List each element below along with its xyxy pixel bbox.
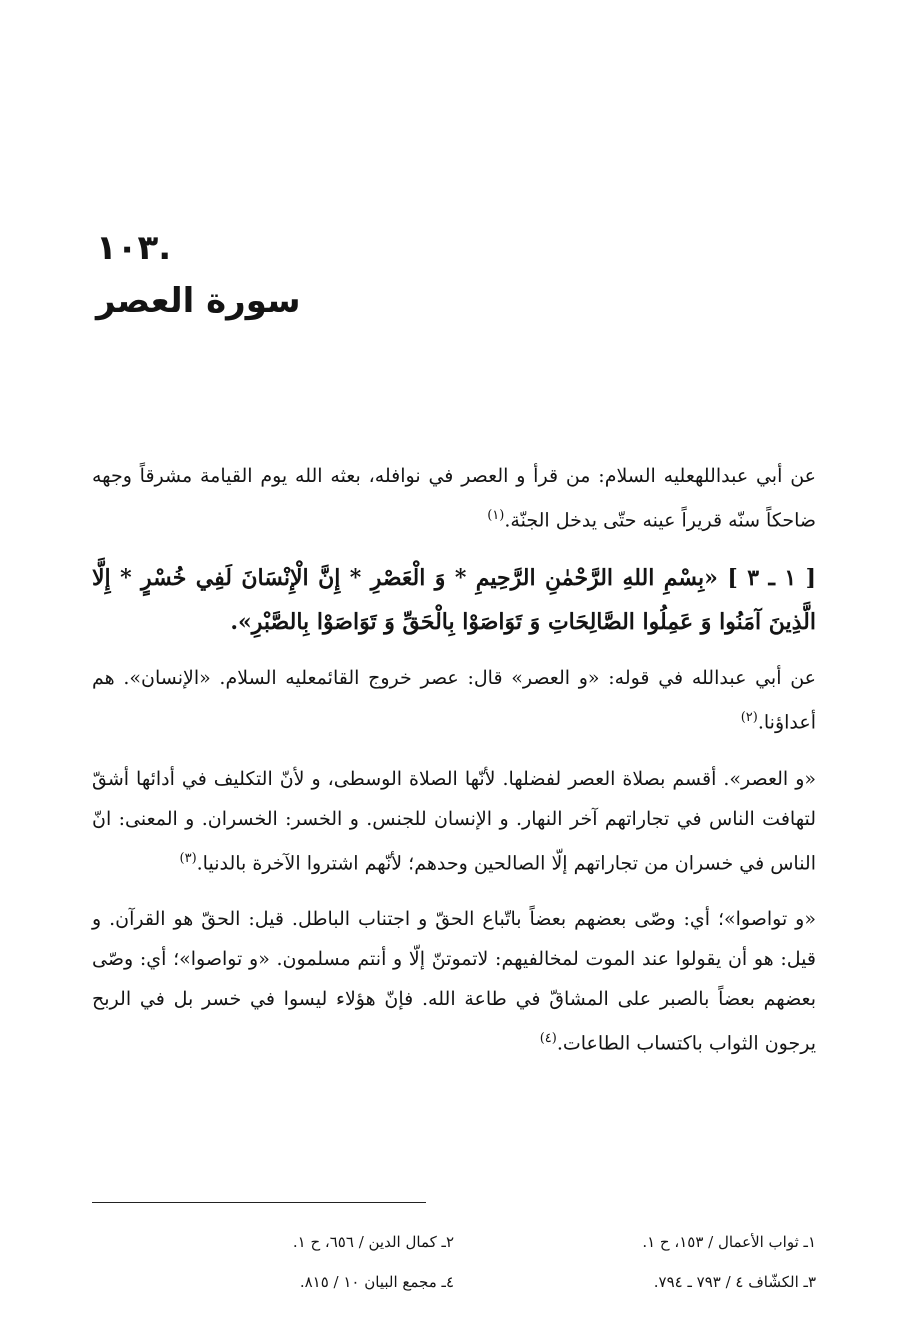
footnote-ref-4: (٤) xyxy=(539,1030,557,1046)
footnote-1: ١ـ ثواب الأعمال / ١٥٣، ح ١. xyxy=(642,1233,816,1251)
hadith-paragraph-2 xyxy=(92,658,816,742)
footnote-ref-1: (١) xyxy=(487,508,505,523)
footnote-row-1 xyxy=(92,1222,816,1262)
footnotes xyxy=(92,1222,816,1302)
footnote-row-2 xyxy=(92,1262,816,1302)
sura-title: سورة العصر xyxy=(96,281,301,321)
hadith-text-1: عن أبي عبداللهعليه السلام: من قرأ و العصر في نوافله، بعثه الله يوم القيامة مشرقاً وجهه ضاحكاً سنّه قريراً عينه حتّى يدخل الجنّة. xyxy=(92,465,816,532)
footnote-4: ٤ـ مجمع البيان ١٠ / ٨١٥. xyxy=(299,1273,454,1291)
footnote-ref-2: (٢) xyxy=(740,710,758,726)
tafsir-paragraph-2 xyxy=(92,899,816,1063)
main-text xyxy=(92,456,816,1079)
footnote-3: ٣ـ الكشّاف ٤ / ٧٩٣ ـ ٧٩٤. xyxy=(653,1273,816,1291)
footnote-2: ٢ـ كمال الدين / ٦٥٦، ح ١. xyxy=(292,1233,454,1251)
tafsir-text-1: «و العصر». أقسم بصلاة العصر لفضلها. لأنّها الصلاة الوسطى، و لأنّ التكليف في أدائها أشقّ لتهافت الناس في تجاراتهم آخر النهار. و الإنسان للجنس. و الخسر: الخسران. و المعنى: انّ الناس في خسران من تجاراتهم إلّا الصالحين وحدهم؛ لأنّهم اشتروا الآخرة بالدنيا. xyxy=(92,767,816,874)
quran-verse: [ ١ ـ ٣ ] «بِسْمِ اللهِ الرَّحْمٰنِ الرَّحِيمِ * وَ الْعَصْرِ * إِنَّ الْإِنْسَانَ لَفِي خُسْرٍ * إِلَّا الَّذِينَ آمَنُوا وَ عَمِلُوا الصَّالِحَاتِ وَ تَوَاصَوْا بِالْحَقِّ وَ تَوَاصَوْا بِالصَّبْرِ». xyxy=(92,565,816,636)
tafsir-paragraph-1 xyxy=(92,759,816,883)
hadith-text-2: عن أبي عبدالله في قوله: «و العصر» قال: عصر خروج القائمعليه السلام. «الإنسان». هم أعداؤنا. xyxy=(92,667,816,734)
tafsir-text-2: «و تواصوا»؛ أي: وصّى بعضهم بعضاً باتّباع الحقّ و اجتناب الباطل. قيل: الحقّ هو القرآن. و قيل: هو أن يقولوا عند الموت لمخالفيهم: لاتموتنّ إلّا و أنتم مسلمون. «و تواصوا»؛ أي: وصّى بعضهم بعضاً بالصبر على المشاقّ في طاعة الله. فإنّ هؤلاء ليسوا في خسر بل في الربح يرجون الثواب باكتساب الطاعات. xyxy=(92,907,816,1055)
hadith-paragraph-1 xyxy=(92,456,816,540)
footnote-divider xyxy=(92,1202,426,1203)
sura-number: .١٠٣ xyxy=(96,228,172,268)
footnote-ref-3: (٣) xyxy=(179,850,197,866)
